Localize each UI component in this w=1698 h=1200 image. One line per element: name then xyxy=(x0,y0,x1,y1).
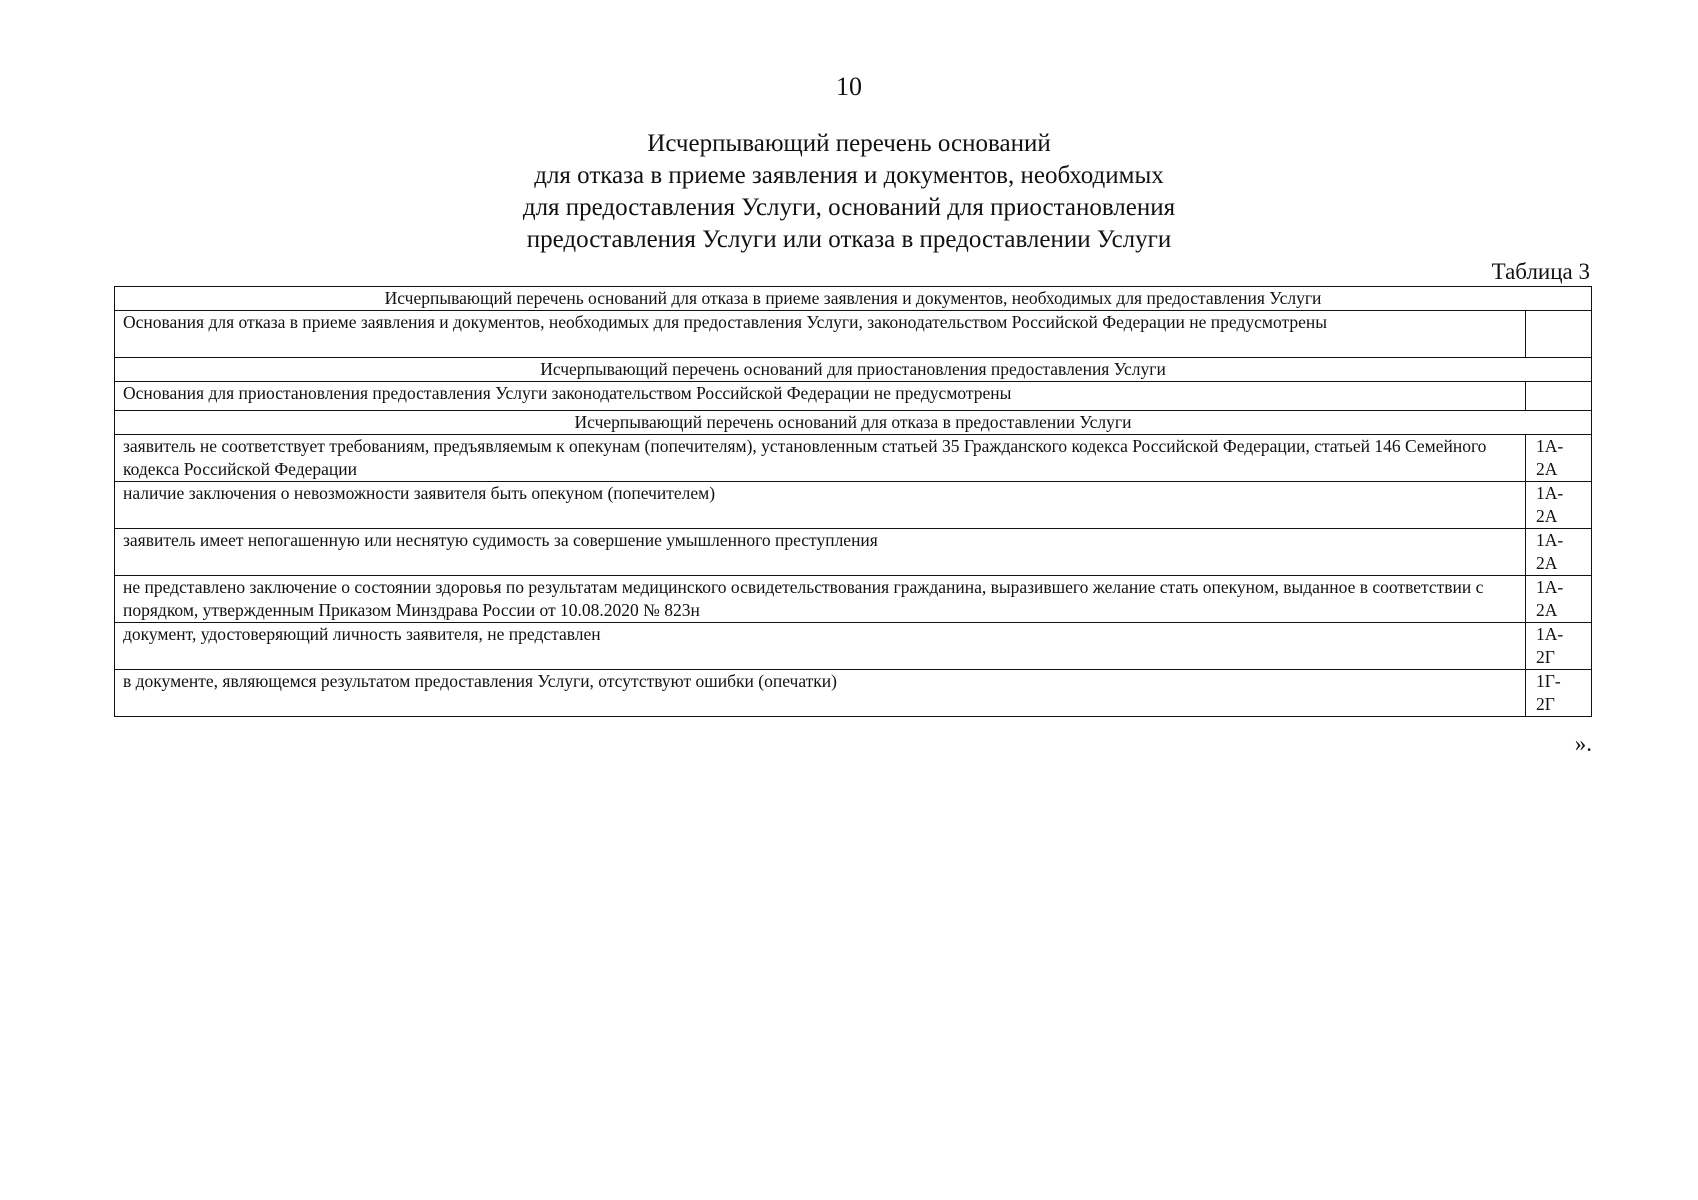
ground-text-cell: заявитель не соответствует требованиям, предъявляемым к опекунам (попечителям), установленным статьей 35 Гражданского кодекса Российской Федерации, статьей 146 Семейного кодекса Российской Федерации xyxy=(115,435,1526,482)
section-heading-row xyxy=(115,287,1592,311)
section-heading-row xyxy=(115,358,1592,382)
title-line: предоставления Услуги или отказа в предоставлении Услуги xyxy=(526,226,1172,253)
table-row xyxy=(115,311,1592,358)
table-row xyxy=(115,482,1592,529)
page-number: 10 xyxy=(836,72,862,101)
table-row xyxy=(115,623,1592,670)
table-row xyxy=(115,576,1592,623)
code-cell: 1А- 2Г xyxy=(1525,623,1591,670)
ground-text-cell: Основания для приостановления предоставления Услуги законодательством Российской Федерации не предусмотрены xyxy=(115,382,1526,411)
code-cell: 1А- 2А xyxy=(1525,482,1591,529)
code-cell xyxy=(1525,311,1591,358)
ground-text-cell: в документе, являющемся результатом предоставления Услуги, отсутствуют ошибки (опечатки) xyxy=(115,670,1526,717)
ground-text-cell: наличие заключения о невозможности заявителя быть опекуном (попечителем) xyxy=(115,482,1526,529)
title-line: для предоставления Услуги, оснований для приостановления xyxy=(522,194,1176,221)
ground-text-cell: не представлено заключение о состоянии здоровья по результатам медицинского освидетельствования гражданина, выразившего желание стать опекуном, выданное в соответствии с порядком, утвержденным Приказом Минздрава России от 10.08.2020 № 823н xyxy=(115,576,1526,623)
ground-text-cell: документ, удостоверяющий личность заявителя, не представлен xyxy=(115,623,1526,670)
section-heading-suspension: Исчерпывающий перечень оснований для приостановления предоставления Услуги xyxy=(115,358,1592,382)
table-row xyxy=(115,435,1592,482)
closing-quote-mark: ». xyxy=(1574,731,1592,756)
code-cell xyxy=(1525,382,1591,411)
ground-text-cell: заявитель имеет непогашенную или неснятую судимость за совершение умышленного преступления xyxy=(115,529,1526,576)
section-heading-reception: Исчерпывающий перечень оснований для отказа в приеме заявления и документов, необходимых для предоставления Услуги xyxy=(115,287,1592,311)
table-row xyxy=(115,529,1592,576)
ground-text-cell: Основания для отказа в приеме заявления и документов, необходимых для предоставления Услуги, законодательством Российской Федерации не предусмотрены xyxy=(115,311,1526,358)
table-caption: Таблица 3 xyxy=(1491,259,1590,284)
section-heading-refusal: Исчерпывающий перечень оснований для отказа в предоставлении Услуги xyxy=(115,411,1592,435)
code-cell: 1А- 2А xyxy=(1525,529,1591,576)
title-line: Исчерпывающий перечень оснований xyxy=(647,130,1051,157)
title-line: для отказа в приеме заявления и документов, необходимых xyxy=(534,162,1164,189)
table-row xyxy=(115,670,1592,717)
code-cell: 1А- 2А xyxy=(1525,576,1591,623)
section-heading-row xyxy=(115,411,1592,435)
code-cell: 1Г- 2Г xyxy=(1525,670,1591,717)
table-row xyxy=(115,382,1592,411)
grounds-table xyxy=(114,286,1592,717)
document-title xyxy=(0,128,1698,256)
code-cell: 1А- 2А xyxy=(1525,435,1591,482)
